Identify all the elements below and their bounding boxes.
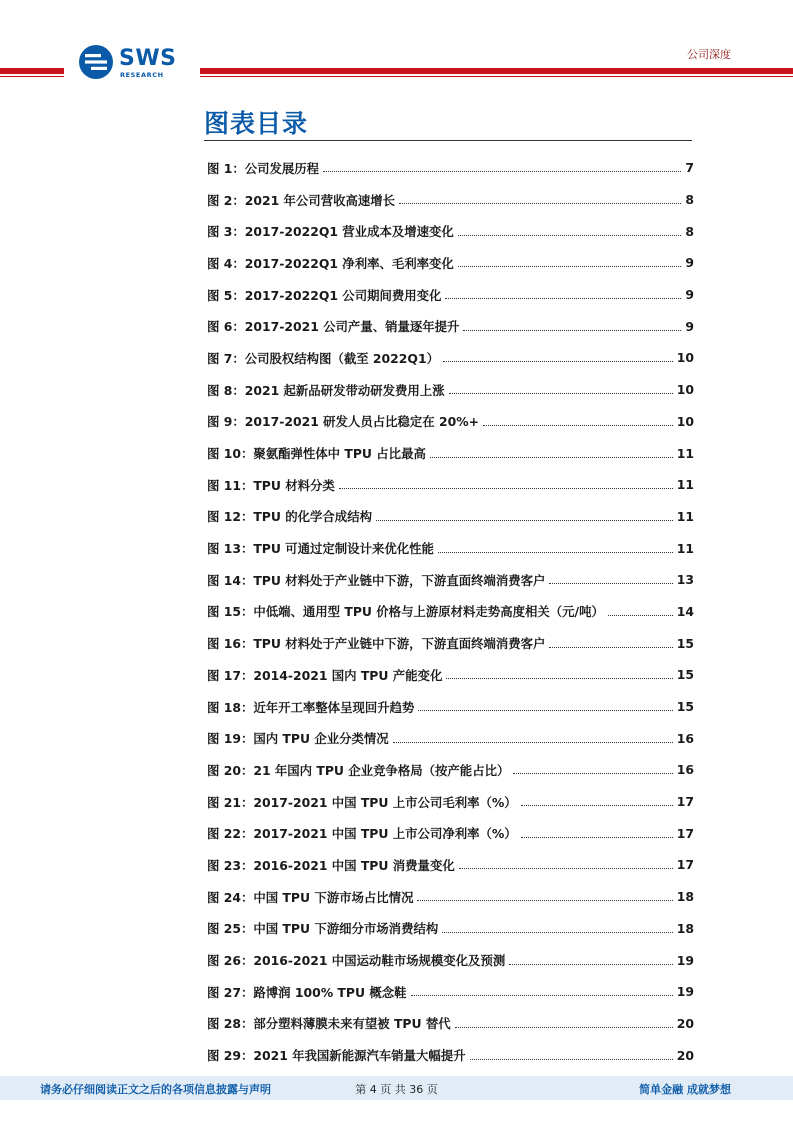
toc-entry-page: 9	[685, 318, 694, 334]
toc-entry[interactable]	[207, 152, 694, 184]
footer-page-info: 第 4 页 共 36 页	[355, 1083, 438, 1096]
toc-entry-label: 图 13：TPU 可通过定制设计来优化性能	[207, 541, 434, 557]
toc-entry[interactable]	[207, 342, 694, 374]
toc-dot-leader	[411, 995, 673, 996]
toc-entry-label: 图 18：近年开工率整体呈现回升趋势	[207, 699, 415, 715]
toc-entry-page: 9	[685, 255, 694, 271]
toc-entry-label: 图 29：2021 年我国新能源汽车销量大幅提升	[207, 1048, 466, 1064]
toc-entry[interactable]	[207, 691, 694, 723]
toc-entry-page: 7	[685, 160, 694, 176]
toc-entry[interactable]	[207, 913, 694, 945]
toc-dot-leader	[549, 647, 672, 648]
toc-entry-page: 17	[676, 825, 694, 841]
toc-entry-page: 19	[676, 952, 694, 968]
toc-dot-leader	[418, 710, 672, 711]
toc-entry-page: 18	[676, 889, 694, 905]
toc-entry-page: 20	[676, 1047, 694, 1063]
figure-list	[207, 152, 694, 1071]
toc-entry-page: 10	[676, 350, 694, 366]
footer-disclaimer: 请务必仔细阅读正文之后的各项信息披露与声明	[40, 1083, 271, 1096]
toc-entry-page: 18	[676, 920, 694, 936]
toc-dot-leader	[513, 773, 672, 774]
toc-entry-label: 图 23：2016-2021 中国 TPU 消费量变化	[207, 857, 455, 873]
report-type-label: 公司深度	[687, 48, 731, 61]
toc-entry-label: 图 7：公司股权结构图（截至 2022Q1）	[207, 350, 439, 366]
toc-entry[interactable]	[207, 976, 694, 1008]
toc-entry-label: 图 3：2017-2022Q1 营业成本及增速变化	[207, 224, 454, 240]
toc-entry-label: 图 14：TPU 材料处于产业链中下游，下游直面终端消费客户	[207, 572, 546, 588]
toc-entry[interactable]	[207, 722, 694, 754]
toc-dot-leader	[549, 583, 672, 584]
toc-entry-label: 图 9：2017-2021 研发人员占比稳定在 20%+	[207, 414, 480, 430]
toc-dot-leader	[430, 457, 673, 458]
toc-entry[interactable]	[207, 659, 694, 691]
toc-entry-label: 图 2：2021 年公司营收高速增长	[207, 192, 396, 208]
toc-entry-label: 图 5：2017-2022Q1 公司期间费用变化	[207, 287, 442, 303]
toc-entry-label: 图 10：聚氨酯弹性体中 TPU 占比最高	[207, 446, 426, 462]
footer-slogan: 简单金融 成就梦想	[639, 1083, 731, 1096]
toc-entry-page: 17	[676, 857, 694, 873]
toc-entry[interactable]	[207, 944, 694, 976]
toc-entry-page: 14	[676, 603, 694, 619]
toc-dot-leader	[446, 678, 672, 679]
toc-entry-page: 15	[676, 635, 694, 651]
toc-dot-leader	[376, 520, 673, 521]
toc-entry-label: 图 8：2021 起新品研发带动研发费用上涨	[207, 382, 445, 398]
toc-dot-leader	[509, 964, 673, 965]
toc-entry[interactable]	[207, 817, 694, 849]
toc-entry-label: 图 27：路博润 100% TPU 概念鞋	[207, 984, 407, 1000]
toc-dot-leader	[445, 298, 681, 299]
toc-entry[interactable]	[207, 501, 694, 533]
toc-dot-leader	[399, 203, 681, 204]
toc-dot-leader	[458, 266, 682, 267]
toc-entry[interactable]	[207, 310, 694, 342]
toc-entry[interactable]	[207, 469, 694, 501]
toc-entry-page: 11	[676, 445, 694, 461]
toc-entry[interactable]	[207, 406, 694, 438]
header-rule-left-thin	[0, 76, 64, 77]
toc-entry-label: 图 12：TPU 的化学合成结构	[207, 509, 372, 525]
toc-entry[interactable]	[207, 564, 694, 596]
header-rule-right-thin	[200, 76, 793, 77]
toc-entry-page: 11	[676, 477, 694, 493]
toc-entry-label: 图 16：TPU 材料处于产业链中下游，下游直面终端消费客户	[207, 636, 546, 652]
toc-entry-page: 17	[676, 794, 694, 810]
toc-entry-page: 13	[676, 572, 694, 588]
toc-entry-label: 图 6：2017-2021 公司产量、销量逐年提升	[207, 319, 460, 335]
toc-entry-label: 图 24：中国 TPU 下游市场占比情况	[207, 889, 414, 905]
title-divider	[204, 140, 692, 141]
toc-entry-page: 10	[676, 382, 694, 398]
toc-entry-label: 图 26：2016-2021 中国运动鞋市场规模变化及预测	[207, 953, 506, 969]
header-rule-left	[0, 68, 64, 74]
page-footer	[0, 1076, 793, 1100]
toc-dot-leader	[443, 361, 673, 362]
toc-entry-page: 15	[676, 699, 694, 715]
toc-entry[interactable]	[207, 532, 694, 564]
toc-entry[interactable]	[207, 1039, 694, 1071]
toc-entry-label: 图 22：2017-2021 中国 TPU 上市公司净利率（%）	[207, 826, 517, 842]
toc-entry-page: 16	[676, 730, 694, 746]
logo-subtext: RESEARCH	[120, 71, 164, 79]
toc-entry[interactable]	[207, 754, 694, 786]
toc-dot-leader	[463, 330, 681, 331]
toc-entry-label: 图 11：TPU 材料分类	[207, 477, 335, 493]
toc-entry-label: 图 4：2017-2022Q1 净利率、毛利率变化	[207, 255, 454, 271]
toc-entry-label: 图 28：部分塑料薄膜未来有望被 TPU 替代	[207, 1016, 451, 1032]
header-rule-right	[200, 68, 793, 74]
page-title: 图表目录	[204, 109, 309, 138]
toc-entry-page: 10	[676, 413, 694, 429]
logo-wordmark: SWS	[119, 46, 177, 71]
toc-dot-leader	[470, 1059, 673, 1060]
toc-entry[interactable]	[207, 1008, 694, 1040]
toc-entry-label: 图 15：中低端、通用型 TPU 价格与上游原材料走势高度相关（元/吨）	[207, 604, 604, 620]
toc-entry-page: 15	[676, 667, 694, 683]
toc-entry-page: 11	[676, 540, 694, 556]
toc-entry-page: 9	[685, 287, 694, 303]
toc-entry-page: 11	[676, 508, 694, 524]
toc-entry-page: 20	[676, 1015, 694, 1031]
toc-dot-leader	[438, 552, 673, 553]
toc-entry[interactable]	[207, 881, 694, 913]
toc-dot-leader	[455, 1027, 673, 1028]
toc-dot-leader	[458, 235, 682, 236]
toc-entry[interactable]	[207, 247, 694, 279]
toc-dot-leader	[449, 393, 673, 394]
toc-entry-page: 8	[685, 223, 694, 239]
toc-entry-label: 图 20：21 年国内 TPU 企业竞争格局（按产能占比）	[207, 762, 510, 778]
toc-dot-leader	[459, 868, 673, 869]
toc-entry[interactable]	[207, 437, 694, 469]
toc-entry-label: 图 21：2017-2021 中国 TPU 上市公司毛利率（%）	[207, 794, 517, 810]
toc-entry[interactable]	[207, 374, 694, 406]
toc-dot-leader	[417, 900, 672, 901]
toc-entry[interactable]	[207, 279, 694, 311]
toc-dot-leader	[323, 171, 681, 172]
toc-entry-label: 图 1：公司发展历程	[207, 160, 320, 176]
toc-dot-leader	[393, 742, 673, 743]
toc-entry[interactable]	[207, 596, 694, 628]
sws-logo-icon	[78, 44, 114, 80]
toc-entry-label: 图 25：中国 TPU 下游细分市场消费结构	[207, 921, 439, 937]
toc-entry-page: 8	[685, 192, 694, 208]
toc-entry[interactable]	[207, 849, 694, 881]
toc-entry[interactable]	[207, 786, 694, 818]
toc-entry-label: 图 19：国内 TPU 企业分类情况	[207, 731, 389, 747]
toc-dot-leader	[339, 488, 673, 489]
toc-dot-leader	[521, 805, 673, 806]
toc-entry[interactable]	[207, 184, 694, 216]
company-logo	[78, 44, 188, 82]
toc-entry[interactable]	[207, 627, 694, 659]
toc-dot-leader	[521, 837, 673, 838]
toc-dot-leader	[608, 615, 673, 616]
toc-dot-leader	[483, 425, 673, 426]
toc-entry-label: 图 17：2014-2021 国内 TPU 产能变化	[207, 667, 443, 683]
toc-entry-page: 19	[676, 984, 694, 1000]
toc-dot-leader	[442, 932, 673, 933]
toc-entry-page: 16	[676, 762, 694, 778]
toc-entry[interactable]	[207, 215, 694, 247]
